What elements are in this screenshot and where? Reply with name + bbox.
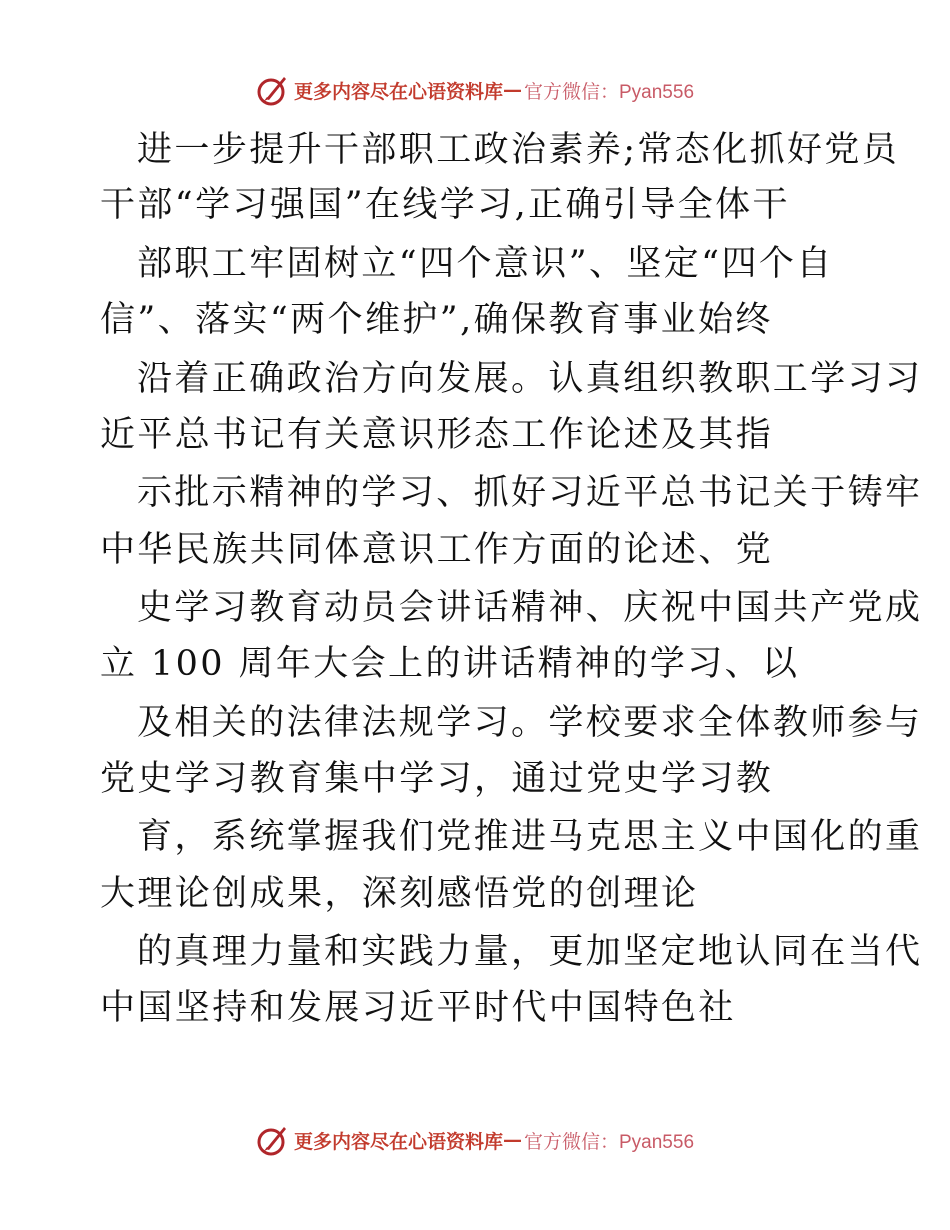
- body-line-12: 党史学习教育集中学习，通过党史学习教: [100, 759, 774, 799]
- header-watermark: [0, 70, 950, 110]
- body-line-9: 史学习教育动员会讲话精神、庆祝中国共产党成: [137, 588, 923, 628]
- feather-pen-logo-icon: [256, 1123, 290, 1157]
- watermark-dash: —: [503, 1129, 522, 1151]
- footer-watermark: [0, 1120, 950, 1160]
- body-line-1: 进一步提升干部职工政治素养;常态化抓好党员: [137, 130, 900, 170]
- body-line-15: 的真理力量和实践力量，更加坚定地认同在当代: [137, 932, 923, 972]
- body-line-5: 沿着正确政治方向发展。认真组织教职工学习习: [137, 359, 923, 399]
- watermark-dash: —: [503, 79, 522, 101]
- body-line-14: 大理论创成果，深刻感悟党的创理论: [100, 874, 699, 914]
- body-line-13: 育，系统掌握我们党推进马克思主义中国化的重: [137, 817, 923, 857]
- watermark-contact: 官方微信：Pyan556: [524, 81, 695, 103]
- body-line-8: 中华民族共同体意识工作方面的论述、党: [100, 530, 774, 570]
- body-line-16: 中国坚持和发展习近平时代中国特色社: [100, 988, 736, 1028]
- body-line-7: 示批示精神的学习、抓好习近平总书记关于铸牢: [137, 473, 923, 513]
- body-line-11: 及相关的法律法规学习。学校要求全体教师参与: [137, 703, 923, 743]
- watermark-text: 更多内容尽在心语资料库: [293, 1130, 503, 1153]
- body-line-3: 部职工牢固树立“四个意识”、坚定“四个自: [137, 244, 834, 284]
- body-line-6: 近平总书记有关意识形态工作论述及其指: [100, 415, 774, 455]
- body-line-4: 信”、落实“两个维护”,确保教育事业始终: [100, 300, 773, 340]
- watermark-text: 更多内容尽在心语资料库: [293, 80, 503, 103]
- feather-pen-logo-icon: [256, 73, 290, 107]
- watermark-contact: 官方微信：Pyan556: [524, 1131, 695, 1153]
- body-line-10: 立 100 周年大会上的讲话精神的学习、以: [100, 644, 800, 684]
- body-line-2: 干部“学习强国”在线学习,正确引导全体干: [100, 185, 790, 225]
